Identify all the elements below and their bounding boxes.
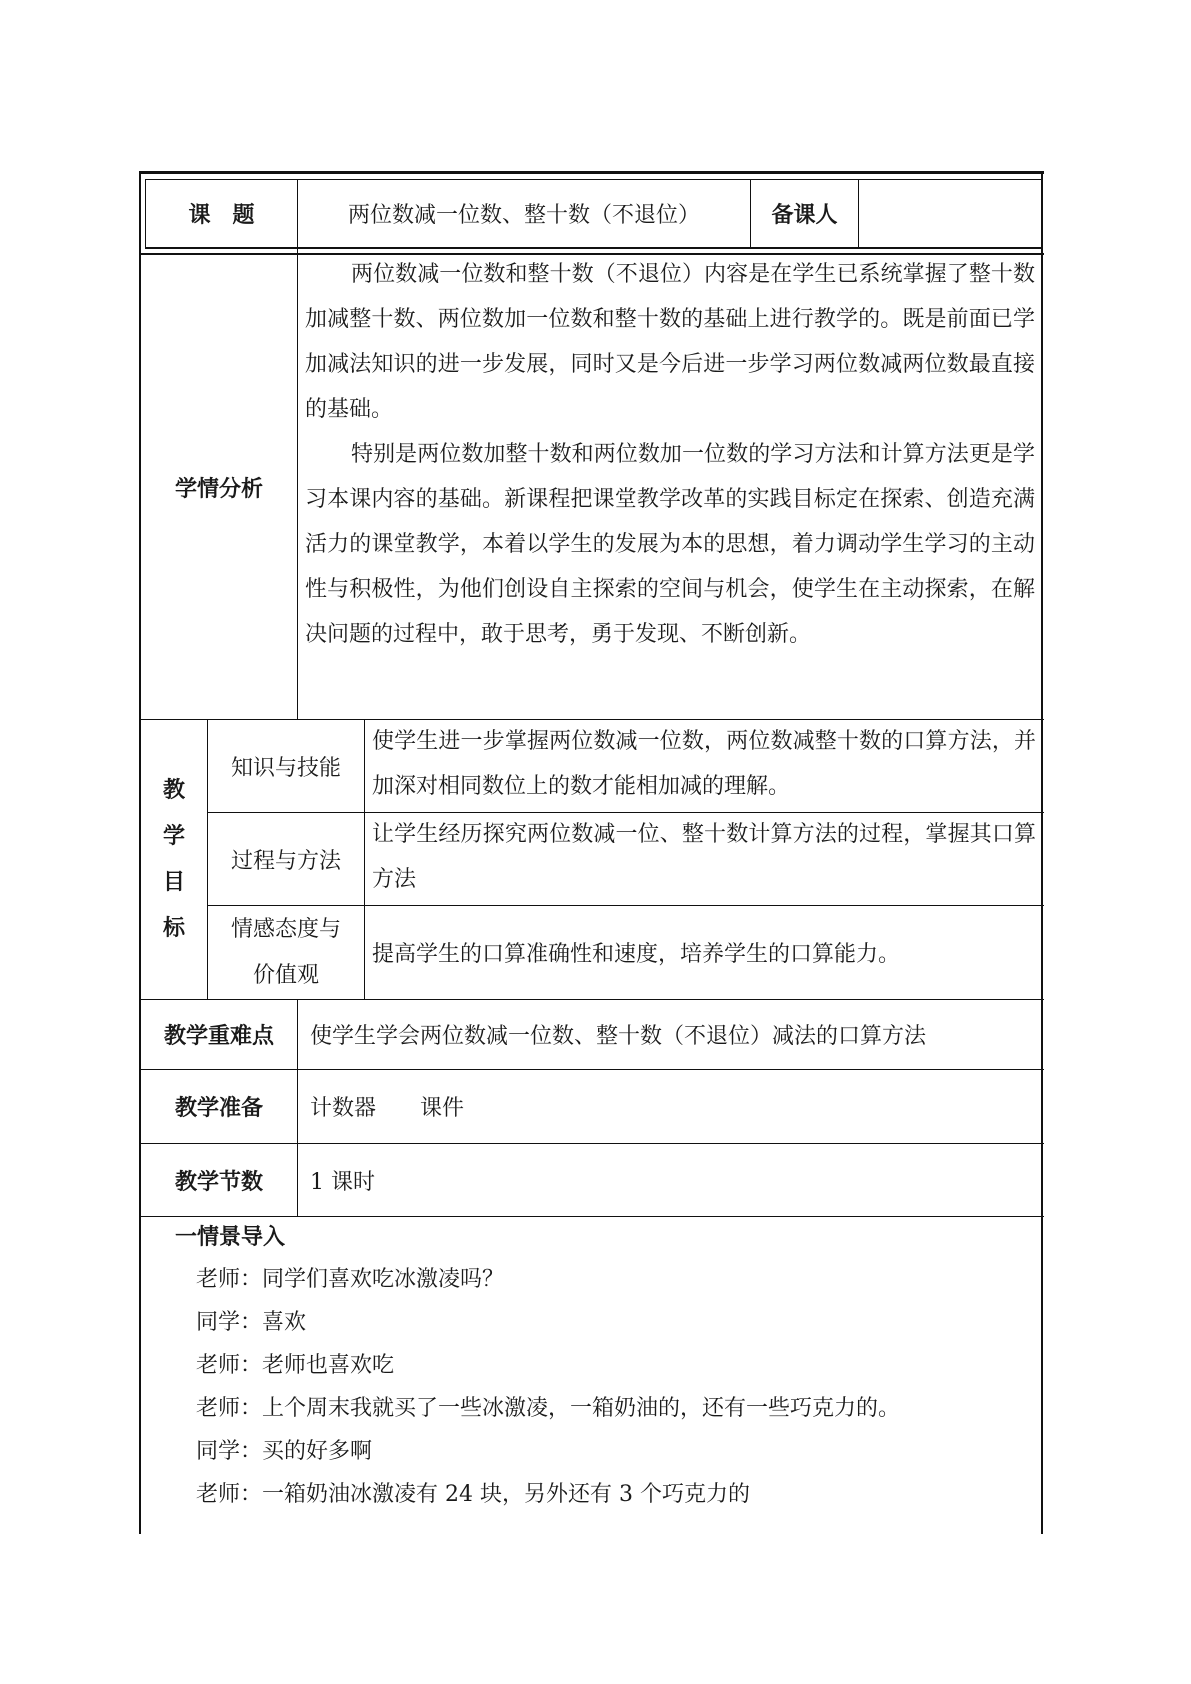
goals-label bbox=[141, 720, 207, 999]
analysis-paragraph-1: 两位数减一位数和整十数（不退位）内容是在学生已系统掌握了整十数加减整十数、两位数加一位数和整十数的基础上进行教学的。既是前面已学加减法知识的进一步发展，同时又是今后进一步学习两位数减两位数最直接的基础。 bbox=[305, 262, 1035, 422]
dialogue-list bbox=[175, 1258, 1035, 1516]
goals-content-divider bbox=[364, 719, 365, 1000]
label-column-divider bbox=[297, 179, 298, 720]
topic-value: 两位数减一位数、整十数（不退位） bbox=[347, 203, 700, 228]
dialogue-line: 同学：喜欢 bbox=[196, 1310, 307, 1335]
dialogue-line: 同学：买的好多啊 bbox=[196, 1439, 373, 1464]
goal-emotion-label-line-1: 情感态度与 bbox=[230, 916, 341, 942]
periods-value: 1 课时 bbox=[310, 1169, 375, 1195]
preparation-value: 计数器 课件 bbox=[310, 1096, 465, 1121]
periods-bottom-border bbox=[139, 1216, 1044, 1217]
goals-label-char-1: 教 bbox=[162, 777, 185, 803]
goals-label-char-4: 标 bbox=[162, 915, 185, 941]
process-section bbox=[175, 1218, 1035, 1532]
goal-process-content: 让学生经历探究两位数减一位、整十数计算方法的过程，掌握其口算方法 bbox=[372, 822, 1036, 892]
table-right-border bbox=[1041, 171, 1043, 1534]
goal-knowledge-label: 知识与技能 bbox=[230, 755, 341, 781]
preparer-value bbox=[859, 180, 1041, 247]
analysis-label: 学情分析 bbox=[174, 476, 263, 502]
analysis-paragraph-2: 特别是两位数加整十数和两位数加一位数的学习方法和计算方法更是学习本课内容的基础。新课程把课堂教学改革的实践目标定在探索、创造充满活力的课堂教学，本着以学生的发展为本的思想，着力调动学生学习的主动性与积极性，为他们创设自主探索的空间与机会，使学生在主动探索，在解决问题的过程中，敢于思考，勇于发现、不断创新。 bbox=[305, 442, 1035, 647]
header-bottom-border bbox=[145, 247, 1041, 249]
table-top-border bbox=[139, 171, 1044, 174]
preparer-label: 备课人 bbox=[771, 203, 838, 228]
goal-emotion-content: 提高学生的口算准确性和速度，培养学生的口算能力。 bbox=[372, 942, 901, 967]
process-heading: 一情景导入 bbox=[175, 1225, 286, 1250]
dialogue-line: 老师：老师也喜欢吃 bbox=[196, 1353, 395, 1378]
goal-knowledge-content: 使学生进一步掌握两位数减一位数，两位数减整十数的口算方法，并加深对相同数位上的数才能相加减的理解。 bbox=[372, 729, 1036, 799]
analysis-content bbox=[305, 252, 1035, 718]
preparation-label: 教学准备 bbox=[174, 1096, 263, 1121]
goals-label-char-2: 学 bbox=[162, 823, 185, 849]
dialogue-line: 老师：一箱奶油冰激凌有 24 块，另外还有 3 个巧克力的 bbox=[196, 1482, 750, 1507]
topic-label: 课 题 bbox=[188, 203, 255, 228]
dialogue-line: 老师：上个周末我就买了一些冰激凌，一箱奶油的，还有一些巧克力的。 bbox=[196, 1396, 901, 1421]
dialogue-line: 老师：同学们喜欢吃冰激凌吗？ bbox=[196, 1267, 505, 1292]
key-points-value: 使学生学会两位数减一位数、整十数（不退位）减法的口算方法 bbox=[310, 1024, 927, 1049]
key-points-label: 教学重难点 bbox=[163, 1024, 274, 1049]
goal-emotion-label bbox=[208, 906, 364, 999]
goal-emotion-label-line-2: 价值观 bbox=[252, 962, 319, 988]
lower-label-divider bbox=[297, 999, 298, 1217]
goal-process-label: 过程与方法 bbox=[230, 848, 341, 874]
goals-label-char-3: 目 bbox=[162, 869, 185, 895]
periods-label: 教学节数 bbox=[174, 1169, 263, 1195]
